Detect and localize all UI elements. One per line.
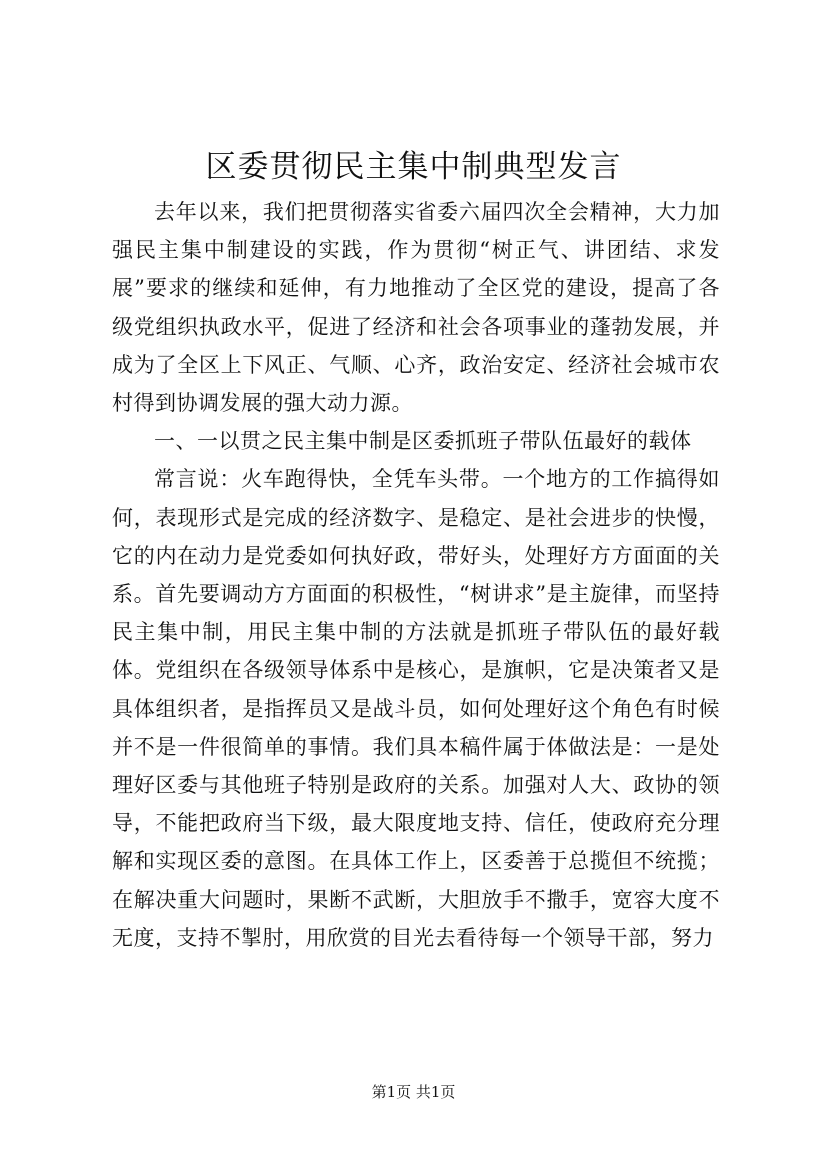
page-footer: 第1页 共1页 bbox=[371, 1083, 456, 1101]
paragraph-intro: 去年以来，我们把贯彻落实省委六届四次全会精神，大力加强民主集中制建设的实践，作为贯彻“树正气、讲团结、求发展”要求的继续和延伸，有力地推动了全区党的建设，提高了各级党组织执政水平，促进了经济和社会各项事业的蓬勃发展，并成为了全区上下风正、气顺、心齐，政治安定、经济社会城市农村得到协调发展的强大动力源。 bbox=[112, 200, 720, 416]
paragraph-section-1: 常言说：火车跑得快，全凭车头带。一个地方的工作搞得如何，表现形式是完成的经济数字、是稳定、是社会进步的快慢，它的内在动力是党委如何执好政，带好头，处理好方方面面的关系。首先要调动方方面面的积极性，“树讲求”是主旋律，而坚持民主集中制，用民主集中制的方法就是抓班子带队伍的最好载体。党组织在各级领导体系中是核心，是旗帜，它是决策者又是具体组织者，是指挥员又是战斗员，如何处理好这个角色有时候并不是一件很简单的事情。我们具本稿件属于体做法是：一是处理好区委与其他班子特别是政府的关系。加强对人大、政协的领导，不能把政府当下级，最大限度地支持、信任，使政府充分理解和实现区委的意图。在具体工作上，区委善于总揽但不统揽；在解决重大问题时，果断不武断，大胆放手不撒手，宽容大度不无度，支持不掣肘，用欣赏的目光去看待每一个领导干部，努力 bbox=[112, 467, 720, 950]
document-title: 区委贯彻民主集中制典型发言 bbox=[205, 149, 622, 185]
document-body bbox=[112, 193, 720, 957]
section-heading-1: 一、一以贯之民主集中制是区委抓班子带队伍最好的载体 bbox=[154, 429, 692, 454]
